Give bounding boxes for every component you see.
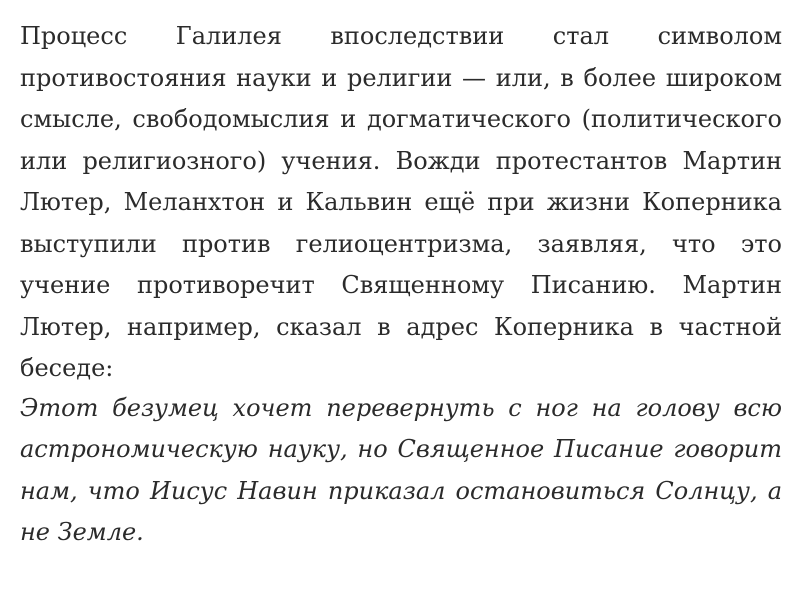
slide-text-block — [20, 16, 782, 554]
main-paragraph: Процесс Галилея впоследствии стал символом противостояния науки и религии — или, в более широком смысле, свободомыслия и догматического (политического или религиозного) учения. Вожди протестантов Мартин Лютер, Меланхтон и Кальвин ещё при жизни Коперника выступили против гелиоцентризма, заявляя, что это учение противоречит Священному Писанию. Мартин Лютер, например, сказал в адрес Коперника в частной беседе: — [20, 22, 782, 382]
luther-quote: Этот безумец хочет перевернуть с ног на голову всю астрономическую науку, но Священное Писание говорит нам, что Иисус Навин приказал остановиться Солнцу, а не Земле. — [20, 393, 782, 546]
